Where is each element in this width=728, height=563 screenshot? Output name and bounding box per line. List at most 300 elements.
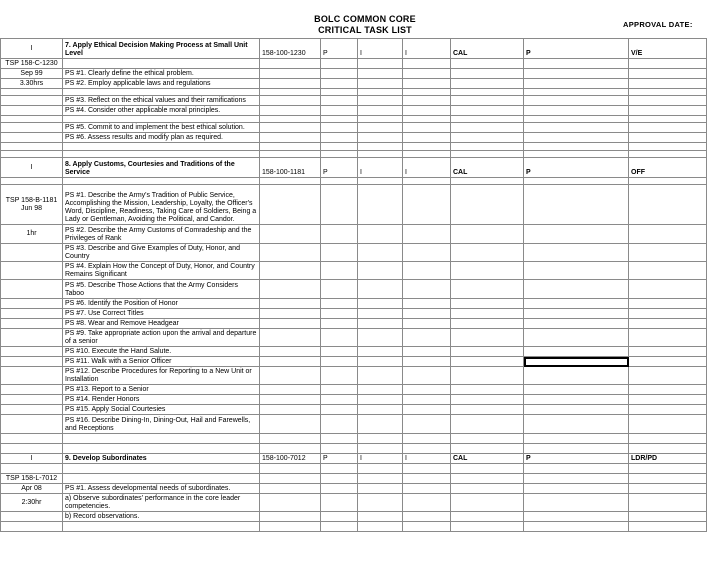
empty-cell[interactable] [451, 484, 524, 494]
empty-cell[interactable] [629, 434, 707, 444]
empty-cell[interactable] [358, 309, 403, 319]
empty-cell[interactable] [358, 494, 403, 512]
empty-cell[interactable] [358, 522, 403, 532]
lesson-ref-cell[interactable] [1, 106, 63, 116]
empty-cell[interactable] [629, 494, 707, 512]
empty-cell[interactable] [451, 280, 524, 299]
empty-cell[interactable] [629, 347, 707, 357]
empty-cell[interactable] [321, 262, 358, 280]
empty-cell[interactable] [260, 494, 321, 512]
task-description-cell[interactable]: PS #3. Reflect on the ethical values and their ramifications [63, 96, 260, 106]
empty-cell[interactable] [321, 522, 358, 532]
empty-cell[interactable] [629, 319, 707, 329]
empty-cell[interactable] [524, 464, 629, 474]
empty-cell[interactable] [451, 367, 524, 385]
empty-cell[interactable] [451, 405, 524, 415]
empty-cell[interactable] [260, 434, 321, 444]
empty-cell[interactable] [260, 415, 321, 434]
empty-cell[interactable] [451, 357, 524, 367]
empty-cell[interactable] [321, 464, 358, 474]
empty-cell[interactable] [629, 225, 707, 244]
empty-cell[interactable] [403, 464, 451, 474]
empty-cell[interactable] [321, 151, 358, 158]
lesson-ref-cell[interactable] [1, 405, 63, 415]
empty-cell[interactable] [403, 59, 451, 69]
empty-cell[interactable] [629, 69, 707, 79]
lesson-ref-cell[interactable] [1, 178, 63, 185]
empty-cell[interactable] [524, 133, 629, 143]
empty-cell[interactable] [358, 280, 403, 299]
empty-cell[interactable] [403, 280, 451, 299]
empty-cell[interactable] [321, 484, 358, 494]
empty-cell[interactable] [358, 244, 403, 262]
column-i-cell[interactable]: I [358, 454, 403, 464]
empty-cell[interactable] [260, 143, 321, 151]
empty-cell[interactable] [524, 151, 629, 158]
empty-cell[interactable] [451, 319, 524, 329]
empty-cell[interactable] [629, 367, 707, 385]
task-description-cell[interactable]: PS #9. Take appropriate action upon the arrival and departure of a senior [63, 329, 260, 347]
empty-cell[interactable] [358, 106, 403, 116]
empty-cell[interactable] [451, 89, 524, 96]
empty-cell[interactable] [403, 444, 451, 454]
task-number-cell[interactable]: 158-100-1181 [260, 158, 321, 178]
empty-cell[interactable] [451, 96, 524, 106]
empty-cell[interactable] [403, 395, 451, 405]
empty-cell[interactable] [358, 434, 403, 444]
task-description-cell[interactable] [63, 434, 260, 444]
task-description-cell[interactable]: PS #16. Describe Dining-In, Dining-Out, Hail and Farewells, and Receptions [63, 415, 260, 434]
empty-cell[interactable] [403, 357, 451, 367]
empty-cell[interactable] [358, 89, 403, 96]
task-description-cell[interactable]: b) Record observations. [63, 512, 260, 522]
empty-cell[interactable] [403, 474, 451, 484]
empty-cell[interactable] [451, 512, 524, 522]
empty-cell[interactable] [358, 178, 403, 185]
empty-cell[interactable] [629, 299, 707, 309]
lesson-ref-cell[interactable] [1, 522, 63, 532]
empty-cell[interactable] [321, 415, 358, 434]
lesson-ref-cell[interactable] [1, 309, 63, 319]
empty-cell[interactable] [629, 395, 707, 405]
empty-cell[interactable] [321, 143, 358, 151]
lesson-ref-cell[interactable] [1, 385, 63, 395]
task-description-cell[interactable]: PS #5. Commit to and implement the best ethical solution. [63, 123, 260, 133]
empty-cell[interactable] [451, 395, 524, 405]
empty-cell[interactable] [451, 244, 524, 262]
empty-cell[interactable] [451, 59, 524, 69]
task-description-cell[interactable]: PS #5. Describe Those Actions that the Army Considers Taboo [63, 280, 260, 299]
empty-cell[interactable] [321, 133, 358, 143]
task-description-cell[interactable]: PS #1. Assess developmental needs of subordinates. [63, 484, 260, 494]
empty-cell[interactable] [321, 405, 358, 415]
empty-cell[interactable] [358, 464, 403, 474]
lesson-ref-cell[interactable] [1, 512, 63, 522]
empty-cell[interactable] [451, 143, 524, 151]
task-description-cell[interactable]: 8. Apply Customs, Courtesies and Traditions of the Service [63, 158, 260, 178]
empty-cell[interactable] [260, 225, 321, 244]
empty-cell[interactable] [321, 106, 358, 116]
column-i-cell[interactable]: I [403, 454, 451, 464]
empty-cell[interactable] [403, 319, 451, 329]
empty-cell[interactable] [321, 357, 358, 367]
empty-cell[interactable] [403, 329, 451, 347]
empty-cell[interactable] [403, 484, 451, 494]
empty-cell[interactable] [451, 106, 524, 116]
empty-cell[interactable] [358, 123, 403, 133]
empty-cell[interactable] [451, 299, 524, 309]
empty-cell[interactable] [260, 405, 321, 415]
empty-cell[interactable] [629, 329, 707, 347]
empty-cell[interactable] [358, 143, 403, 151]
lesson-ref-cell[interactable] [1, 123, 63, 133]
empty-cell[interactable] [321, 309, 358, 319]
empty-cell[interactable] [260, 185, 321, 225]
empty-cell[interactable] [358, 347, 403, 357]
task-number-cell[interactable]: 158-100-1230 [260, 39, 321, 59]
empty-cell[interactable] [451, 444, 524, 454]
empty-cell[interactable] [358, 79, 403, 89]
task-description-cell[interactable]: PS #11. Walk with a Senior Officer [63, 357, 260, 367]
lesson-ref-cell[interactable] [1, 89, 63, 96]
empty-cell[interactable] [321, 367, 358, 385]
empty-cell[interactable] [403, 151, 451, 158]
column-p-cell[interactable]: P [524, 454, 629, 464]
empty-cell[interactable] [358, 395, 403, 405]
empty-cell[interactable] [524, 225, 629, 244]
empty-cell[interactable] [403, 89, 451, 96]
empty-cell[interactable] [629, 405, 707, 415]
task-description-cell[interactable] [63, 89, 260, 96]
empty-cell[interactable] [321, 185, 358, 225]
empty-cell[interactable] [524, 367, 629, 385]
empty-cell[interactable] [260, 309, 321, 319]
lesson-ref-cell[interactable]: I [1, 158, 63, 178]
empty-cell[interactable] [321, 96, 358, 106]
empty-cell[interactable] [629, 123, 707, 133]
empty-cell[interactable] [451, 133, 524, 143]
empty-cell[interactable] [524, 512, 629, 522]
empty-cell[interactable] [403, 106, 451, 116]
empty-cell[interactable] [260, 116, 321, 123]
empty-cell[interactable] [260, 106, 321, 116]
task-description-cell[interactable]: PS #8. Wear and Remove Headgear [63, 319, 260, 329]
empty-cell[interactable] [403, 133, 451, 143]
empty-cell[interactable] [260, 444, 321, 454]
empty-cell[interactable] [629, 357, 707, 367]
empty-cell[interactable] [451, 464, 524, 474]
lesson-ref-cell[interactable]: 1hr [1, 225, 63, 244]
lesson-ref-cell[interactable] [1, 319, 63, 329]
empty-cell[interactable] [321, 225, 358, 244]
empty-cell[interactable] [629, 244, 707, 262]
column-cal-cell[interactable]: CAL [451, 39, 524, 59]
lesson-ref-cell[interactable]: 2:30hr [1, 494, 63, 512]
empty-cell[interactable] [524, 79, 629, 89]
empty-cell[interactable] [451, 415, 524, 434]
task-description-cell[interactable]: PS #6. Assess results and modify plan as required. [63, 133, 260, 143]
lesson-ref-cell[interactable] [1, 133, 63, 143]
empty-cell[interactable] [403, 178, 451, 185]
empty-cell[interactable] [629, 444, 707, 454]
category-cell[interactable]: OFF [629, 158, 707, 178]
empty-cell[interactable] [451, 385, 524, 395]
empty-cell[interactable] [321, 385, 358, 395]
task-description-cell[interactable]: PS #3. Describe and Give Examples of Duty, Honor, and Country [63, 244, 260, 262]
lesson-ref-cell[interactable] [1, 262, 63, 280]
task-description-cell[interactable] [63, 143, 260, 151]
empty-cell[interactable] [358, 415, 403, 434]
empty-cell[interactable] [403, 347, 451, 357]
empty-cell[interactable] [524, 106, 629, 116]
empty-cell[interactable] [358, 444, 403, 454]
lesson-ref-cell[interactable] [1, 244, 63, 262]
empty-cell[interactable] [524, 89, 629, 96]
task-description-cell[interactable] [63, 116, 260, 123]
column-i-cell[interactable]: I [403, 158, 451, 178]
empty-cell[interactable] [629, 106, 707, 116]
empty-cell[interactable] [321, 395, 358, 405]
empty-cell[interactable] [451, 262, 524, 280]
empty-cell[interactable] [358, 59, 403, 69]
empty-cell[interactable] [524, 347, 629, 357]
empty-cell[interactable] [403, 225, 451, 244]
empty-cell[interactable] [403, 185, 451, 225]
empty-cell[interactable] [260, 244, 321, 262]
empty-cell[interactable] [629, 133, 707, 143]
empty-cell[interactable] [260, 89, 321, 96]
task-description-cell[interactable]: PS #12. Describe Procedures for Reporting to a New Unit or Installation [63, 367, 260, 385]
lesson-ref-cell[interactable] [1, 464, 63, 474]
task-description-cell[interactable]: PS #7. Use Correct Titles [63, 309, 260, 319]
column-p-cell[interactable]: P [321, 158, 358, 178]
empty-cell[interactable] [358, 116, 403, 123]
empty-cell[interactable] [358, 151, 403, 158]
empty-cell[interactable] [629, 280, 707, 299]
empty-cell[interactable] [451, 116, 524, 123]
empty-cell[interactable] [524, 484, 629, 494]
lesson-ref-cell[interactable] [1, 96, 63, 106]
empty-cell[interactable] [403, 309, 451, 319]
empty-cell[interactable] [629, 151, 707, 158]
lesson-ref-cell[interactable] [1, 444, 63, 454]
task-description-cell[interactable]: PS #13. Report to a Senior [63, 385, 260, 395]
empty-cell[interactable] [403, 79, 451, 89]
empty-cell[interactable] [403, 244, 451, 262]
empty-cell[interactable] [358, 69, 403, 79]
empty-cell[interactable] [321, 494, 358, 512]
empty-cell[interactable] [524, 474, 629, 484]
empty-cell[interactable] [524, 96, 629, 106]
empty-cell[interactable] [260, 69, 321, 79]
lesson-ref-cell[interactable] [1, 151, 63, 158]
lesson-ref-cell[interactable] [1, 357, 63, 367]
empty-cell[interactable] [260, 367, 321, 385]
empty-cell[interactable] [321, 59, 358, 69]
empty-cell[interactable] [403, 69, 451, 79]
empty-cell[interactable] [524, 494, 629, 512]
empty-cell[interactable] [260, 133, 321, 143]
empty-cell[interactable] [524, 329, 629, 347]
lesson-ref-cell[interactable]: I [1, 39, 63, 59]
empty-cell[interactable] [451, 434, 524, 444]
empty-cell[interactable] [358, 367, 403, 385]
empty-cell[interactable] [629, 512, 707, 522]
empty-cell[interactable] [451, 329, 524, 347]
column-i-cell[interactable]: I [358, 39, 403, 59]
empty-cell[interactable] [524, 405, 629, 415]
task-description-cell[interactable]: 9. Develop Subordinates [63, 454, 260, 464]
empty-cell[interactable] [358, 185, 403, 225]
empty-cell[interactable] [629, 464, 707, 474]
empty-cell[interactable] [358, 329, 403, 347]
column-i-cell[interactable]: I [403, 39, 451, 59]
task-number-cell[interactable]: 158-100-7012 [260, 454, 321, 464]
empty-cell[interactable] [260, 385, 321, 395]
empty-cell[interactable] [403, 494, 451, 512]
empty-cell[interactable] [260, 395, 321, 405]
empty-cell[interactable] [629, 89, 707, 96]
empty-cell[interactable] [260, 522, 321, 532]
empty-cell[interactable] [260, 96, 321, 106]
empty-cell[interactable] [403, 512, 451, 522]
empty-cell[interactable] [260, 347, 321, 357]
lesson-ref-cell[interactable]: TSP 158-L-7012 [1, 474, 63, 484]
empty-cell[interactable] [524, 69, 629, 79]
lesson-ref-cell[interactable] [1, 395, 63, 405]
task-description-cell[interactable]: PS #10. Execute the Hand Salute. [63, 347, 260, 357]
empty-cell[interactable] [403, 522, 451, 532]
empty-cell[interactable] [629, 484, 707, 494]
empty-cell[interactable] [321, 244, 358, 262]
empty-cell[interactable] [629, 178, 707, 185]
empty-cell[interactable] [358, 474, 403, 484]
empty-cell[interactable] [451, 522, 524, 532]
empty-cell[interactable] [260, 512, 321, 522]
empty-cell[interactable] [629, 185, 707, 225]
empty-cell[interactable] [321, 347, 358, 357]
empty-cell[interactable] [260, 123, 321, 133]
lesson-ref-cell[interactable] [1, 367, 63, 385]
empty-cell[interactable] [451, 185, 524, 225]
empty-cell[interactable] [629, 116, 707, 123]
lesson-ref-cell[interactable]: I [1, 454, 63, 464]
empty-cell[interactable] [260, 329, 321, 347]
category-cell[interactable]: V/E [629, 39, 707, 59]
empty-cell[interactable] [260, 79, 321, 89]
empty-cell[interactable] [321, 512, 358, 522]
lesson-ref-cell[interactable] [1, 116, 63, 123]
empty-cell[interactable] [451, 347, 524, 357]
lesson-ref-cell[interactable] [1, 329, 63, 347]
empty-cell[interactable] [358, 225, 403, 244]
empty-cell[interactable] [321, 444, 358, 454]
task-description-cell[interactable]: PS #15. Apply Social Courtesies [63, 405, 260, 415]
empty-cell[interactable] [403, 96, 451, 106]
lesson-ref-cell[interactable]: Apr 08 [1, 484, 63, 494]
empty-cell[interactable] [524, 280, 629, 299]
lesson-ref-cell[interactable]: TSP 158-C-1230 [1, 59, 63, 69]
empty-cell[interactable] [524, 185, 629, 225]
empty-cell[interactable] [629, 474, 707, 484]
empty-cell[interactable] [321, 329, 358, 347]
empty-cell[interactable] [321, 474, 358, 484]
empty-cell[interactable] [321, 434, 358, 444]
empty-cell[interactable] [260, 280, 321, 299]
empty-cell[interactable] [321, 79, 358, 89]
empty-cell[interactable] [524, 123, 629, 133]
empty-cell[interactable] [321, 116, 358, 123]
empty-cell[interactable] [358, 405, 403, 415]
column-cal-cell[interactable]: CAL [451, 158, 524, 178]
lesson-ref-cell[interactable] [1, 434, 63, 444]
empty-cell[interactable] [358, 262, 403, 280]
column-p-cell[interactable]: P [321, 39, 358, 59]
lesson-ref-cell[interactable]: 3.30hrs [1, 79, 63, 89]
empty-cell[interactable] [260, 484, 321, 494]
category-cell[interactable]: LDR/PD [629, 454, 707, 464]
column-i-cell[interactable]: I [358, 158, 403, 178]
empty-cell[interactable] [321, 319, 358, 329]
empty-cell[interactable] [629, 96, 707, 106]
task-description-cell[interactable]: PS #2. Employ applicable laws and regulations [63, 79, 260, 89]
column-p-cell[interactable]: P [321, 454, 358, 464]
empty-cell[interactable] [260, 178, 321, 185]
task-description-cell[interactable] [63, 59, 260, 69]
empty-cell[interactable] [524, 116, 629, 123]
empty-cell[interactable] [524, 143, 629, 151]
column-p-cell[interactable]: P [524, 158, 629, 178]
task-description-cell[interactable]: PS #4. Consider other applicable moral principles. [63, 106, 260, 116]
empty-cell[interactable] [260, 262, 321, 280]
empty-cell[interactable] [403, 299, 451, 309]
empty-cell[interactable] [403, 143, 451, 151]
lesson-ref-cell[interactable]: Sep 99 [1, 69, 63, 79]
task-description-cell[interactable] [63, 464, 260, 474]
empty-cell[interactable] [260, 357, 321, 367]
empty-cell[interactable] [451, 225, 524, 244]
empty-cell[interactable] [358, 96, 403, 106]
empty-cell[interactable] [629, 385, 707, 395]
task-description-cell[interactable] [63, 151, 260, 158]
empty-cell[interactable] [260, 474, 321, 484]
empty-cell[interactable] [629, 415, 707, 434]
selected-cell[interactable] [524, 357, 629, 367]
empty-cell[interactable] [524, 395, 629, 405]
task-description-cell[interactable]: PS #1. Describe the Army's Tradition of Public Service, Accomplishing the Mission, Leadership, Loyalty, the Officer's Word, Discipline, Readiness, Taking Care of Soldiers, Being a Lady or Gentleman, Avoiding the Political, and Candor. [63, 185, 260, 225]
column-cal-cell[interactable]: CAL [451, 454, 524, 464]
empty-cell[interactable] [524, 522, 629, 532]
lesson-ref-cell[interactable]: TSP 158-B-1181 Jun 98 [1, 185, 63, 225]
lesson-ref-cell[interactable] [1, 415, 63, 434]
lesson-ref-cell[interactable] [1, 347, 63, 357]
task-description-cell[interactable] [63, 178, 260, 185]
empty-cell[interactable] [358, 484, 403, 494]
empty-cell[interactable] [451, 123, 524, 133]
empty-cell[interactable] [524, 415, 629, 434]
empty-cell[interactable] [629, 522, 707, 532]
empty-cell[interactable] [451, 309, 524, 319]
empty-cell[interactable] [403, 405, 451, 415]
column-p-cell[interactable]: P [524, 39, 629, 59]
empty-cell[interactable] [403, 116, 451, 123]
empty-cell[interactable] [358, 319, 403, 329]
empty-cell[interactable] [321, 89, 358, 96]
empty-cell[interactable] [524, 434, 629, 444]
empty-cell[interactable] [358, 133, 403, 143]
lesson-ref-cell[interactable] [1, 143, 63, 151]
empty-cell[interactable] [403, 123, 451, 133]
